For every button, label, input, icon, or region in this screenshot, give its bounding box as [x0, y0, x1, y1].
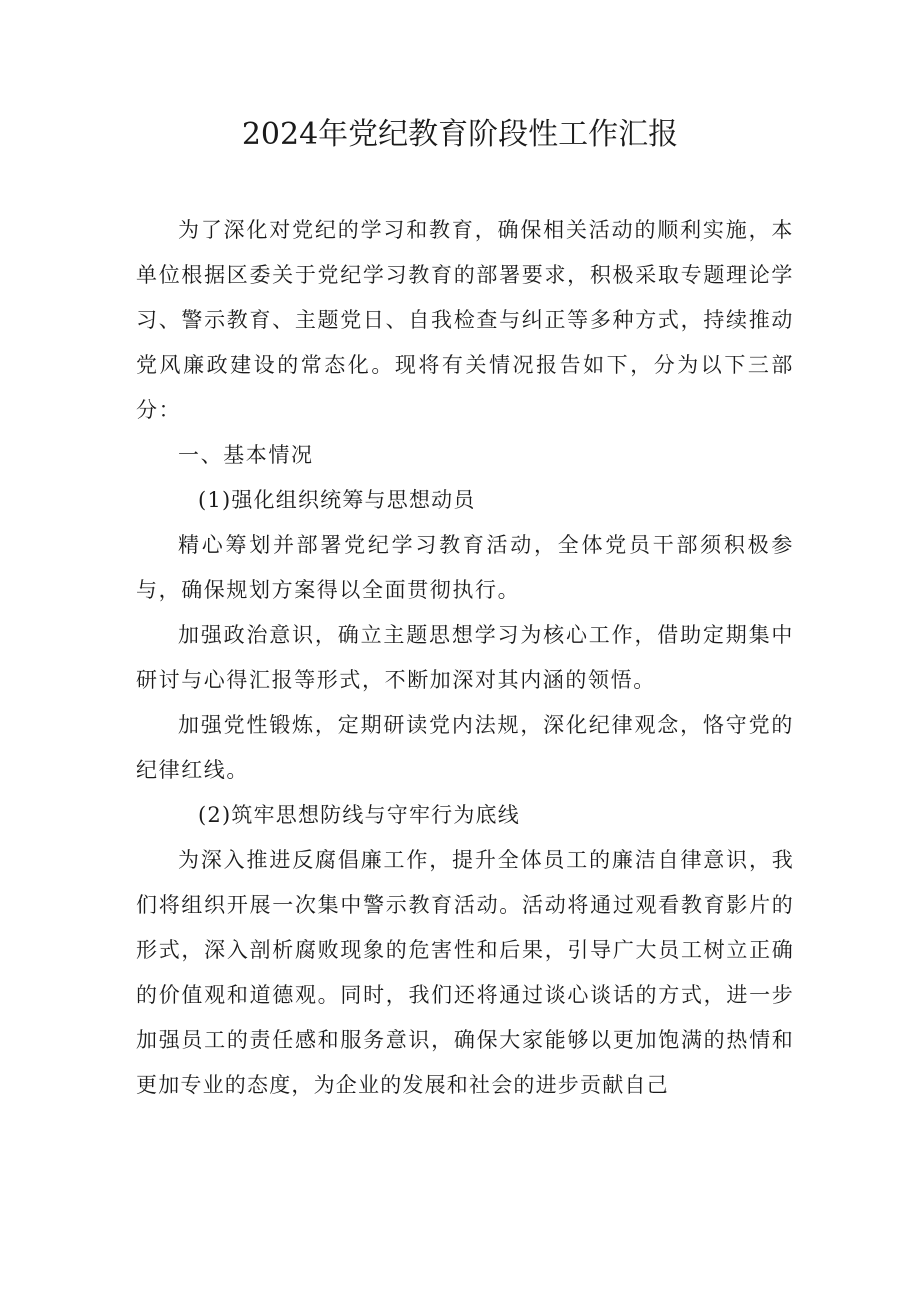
subsection-heading-2: (2)筑牢思想防线与守牢行为底线 — [198, 803, 520, 827]
paragraph: 为深入推进反腐倡廉工作，提升全体员工的廉洁自律意识，我们将组织开展一次集中警示教育活动。活动将通过观看教育影片的形式，深入剖析腐败现象的危害性和后果，引导广大员工树立正确的价值观和道德观。同时，我们还将通过谈心谈话的方式，进一步加强员工的责任感和服务意识，确保大家能够以更加饱满的热情和更加专业的态度，为企业的发展和社会的进步贡献自己 — [136, 848, 794, 1097]
document-body — [136, 208, 794, 1108]
paragraph: 加强政治意识，确立主题思想学习为核心工作，借助定期集中研讨与心得汇报等形式，不断加深对其内涵的领悟。 — [136, 623, 794, 692]
intro-paragraph: 为了深化对党纪的学习和教育，确保相关活动的顺利实施，本单位根据区委关于党纪学习教育的部署要求，积极采取专题理论学习、警示教育、主题党日、自我检查与纠正等多种方式，持续推动党风廉政建设的常态化。现将有关情况报告如下，分为以下三部分： — [136, 218, 794, 422]
section-heading-basic-situation: 一、基本情况 — [178, 443, 314, 467]
document-title: 2024年党纪教育阶段性工作汇报 — [241, 117, 679, 152]
subsection-heading-1: (1)强化组织统筹与思想动员 — [198, 488, 476, 512]
paragraph: 加强党性锻炼，定期研读党内法规，深化纪律观念，恪守党的纪律红线。 — [136, 713, 794, 782]
paragraph: 精心筹划并部署党纪学习教育活动，全体党员干部须积极参与，确保规划方案得以全面贯彻执行。 — [136, 533, 794, 602]
